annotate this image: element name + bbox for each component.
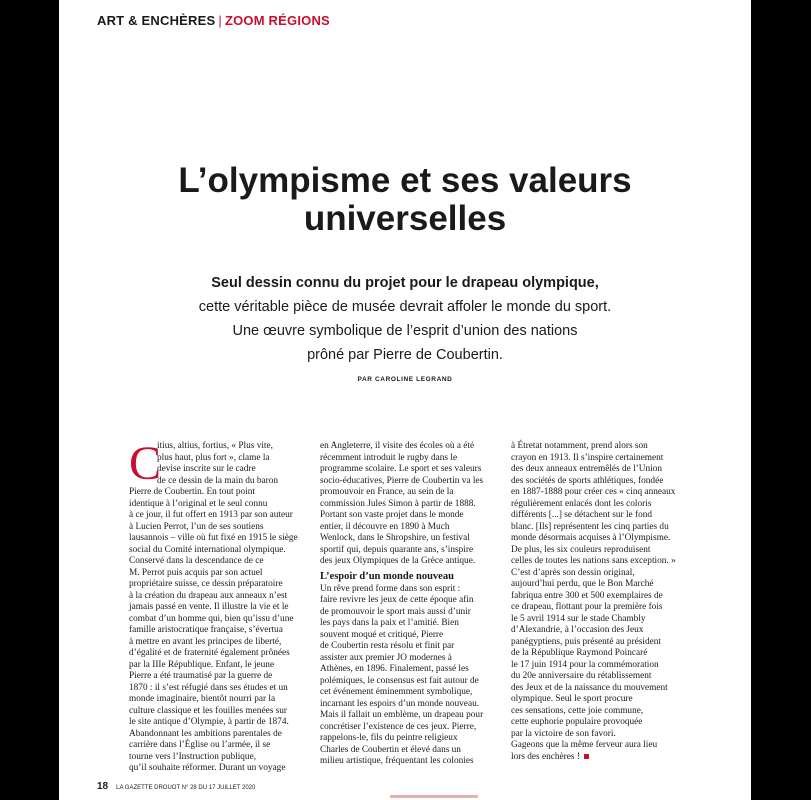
- column-2-text-b: [320, 584, 506, 768]
- text-line: des jeux Olympiques de la Grèce antique.: [320, 556, 476, 566]
- text-line: en 1887-1888 pour créer ces « cinq anneaux: [511, 487, 676, 497]
- text-line: Pierre de Coubertin. En tout point: [129, 487, 256, 497]
- text-line: Un rêve prend forme dans son esprit :: [320, 583, 461, 594]
- text-line: le site antique d’Olympie, à partir de 1874.: [129, 717, 289, 727]
- text-line: carrière dans l’Église ou l’armée, il se: [129, 740, 271, 750]
- text-line: de ce dessin de la main du baron: [157, 475, 279, 486]
- text-line: à ce jour, il fut offert en 1913 par son auteur: [129, 510, 293, 520]
- text-line: en Angleterre, il visite des écoles où a été: [320, 441, 475, 451]
- section-separator: |: [218, 13, 222, 28]
- text-line: olympique. Seul le sport procure: [511, 694, 633, 704]
- text-line: rappelons-le, fils du peintre religieux: [320, 733, 458, 743]
- text-line: 1870 : il s’est réfugié dans ses études et un: [129, 682, 288, 693]
- text-line: Pierre a été traumatisé par la guerre de: [129, 671, 273, 681]
- text-line: de Coubertin resta résolu et finit par: [320, 641, 455, 651]
- text-line: assister aux premier JO modernes à: [320, 652, 452, 663]
- bottom-edge-mark: [390, 795, 478, 798]
- text-line: sportif qui, depuis quarante ans, s’inspire: [320, 544, 474, 555]
- text-line: lors des enchères !: [511, 752, 697, 764]
- text-line: Charles de Coubertin et élevé dans un: [320, 744, 461, 755]
- text-line: du 20e anniversaire du rétablissement: [511, 671, 652, 681]
- text-line: aujourd’hui perdu, que le Bon Marché: [511, 579, 654, 589]
- text-line: socio-éducatives, Pierre de Coubertin va les: [320, 475, 484, 486]
- text-line: à Lucien Perrot, l’un de ses soutiens: [129, 521, 264, 532]
- text-line: à mettre en avant les principes de liberté,: [129, 636, 282, 647]
- column-2-text-a: [320, 441, 506, 568]
- body-column-1: [129, 437, 315, 775]
- text-line: Portant son vaste projet dans le monde: [320, 510, 464, 520]
- text-line: combat d’un homme qui, bien qu’issu d’une: [129, 613, 294, 624]
- text-line: des deux anneaux entremêlés de l’Union: [511, 464, 663, 474]
- text-line: souvent moqué et critiqué, Pierre: [320, 629, 444, 640]
- text-line: d’Alexandrie, à l’occasion des Jeux: [511, 625, 644, 635]
- text-line: ces sensations, cette joie commune,: [511, 705, 644, 716]
- text-line: différents [...] se détachent sur le fond: [511, 510, 653, 520]
- text-line: devise inscrite sur le cadre: [157, 464, 256, 474]
- text-line: lausannois – ville où fut fixé en 1915 le siège: [129, 533, 298, 543]
- body-column-3: [511, 441, 697, 763]
- text-line: par la victoire de son favori.: [511, 728, 616, 739]
- lead-line-3: Une œuvre symbolique de l’esprit d’union des nations: [232, 323, 578, 339]
- text-line: monde imaginaire, bientôt nourri par la: [129, 694, 276, 704]
- text-line: M. Perrot puis acquis par son actuel: [129, 567, 263, 578]
- lead-line-4: prôné par Pierre de Coubertin.: [307, 347, 503, 363]
- text-line: des sociétés de sports athlétiques, fondée: [511, 475, 664, 486]
- text-line: qu’il souhaite réformer. Durant un voyage: [129, 763, 286, 773]
- text-line: régulièrement enlacés dont les coloris: [511, 498, 652, 509]
- text-line: Mais il fallait un emblème, un drapeau pour: [320, 710, 484, 720]
- text-line: crayon en 1913. Il s’inspire certainement: [511, 452, 664, 463]
- text-line: d’égalité et de fraternité également prônées: [129, 648, 290, 658]
- text-line: blanc. [Ils] représentent les cinq parties du: [511, 521, 669, 532]
- text-line: incarnant les espoirs d’un monde nouveau.: [320, 698, 480, 709]
- text-line: panégyptiens, puis présenté au président: [511, 636, 661, 647]
- text-line: milieu artistique, fréquentant les colonies: [320, 756, 474, 766]
- text-line: celles de toutes les nations sans exception. »: [511, 556, 676, 566]
- byline: PAR CAROLINE LEGRAND: [357, 376, 453, 383]
- text-line: de promouvoir le sport mais aussi d’unir: [320, 606, 471, 617]
- text-line: Gageons que la même ferveur aura lieu: [511, 740, 658, 750]
- text-line: itius, altius, fortius, « Plus vite,: [157, 441, 273, 451]
- section-name: ART & ENCHÈRES: [97, 13, 216, 28]
- magazine-page: [59, 0, 751, 800]
- text-line: de la République Raymond Poincaré: [511, 648, 648, 658]
- text-line: ce drapeau, flottant pour la première fois: [511, 602, 663, 612]
- article-lead: [59, 271, 751, 367]
- page-number: 18: [97, 781, 109, 792]
- text-line: C’est d’après son dessin original,: [511, 567, 635, 578]
- text-line: promouvoir en France, au sein de la: [320, 487, 454, 497]
- drop-cap: C: [129, 437, 162, 490]
- text-line: identique à l’original et le seul connu: [129, 498, 268, 509]
- text-line: famille aristocratique française, s’évertua: [129, 625, 283, 635]
- text-line: à Étretat notamment, prend alors son: [511, 441, 648, 451]
- text-line: polémiques, le consensus est fait autour de: [320, 675, 479, 686]
- text-line: récemment introduit le rugby dans le: [320, 452, 458, 463]
- text-line: fabriqua entre 300 et 500 exemplaires de: [511, 590, 663, 601]
- title-line-1: L’olympisme et ses valeurs: [178, 161, 632, 200]
- text-line: De plus, les six couleurs reproduisent: [511, 544, 651, 555]
- text-line: programme scolaire. Le sport et ses valeurs: [320, 464, 482, 474]
- text-line: Wenlock, dans le Shropshire, un festival: [320, 533, 470, 543]
- lead-line-1: Seul dessin connu du projet pour le drapeau olympique,: [211, 275, 599, 291]
- text-line: monde désormais acquises à l’Olympisme.: [511, 533, 671, 543]
- end-of-article-mark: [584, 754, 589, 759]
- lead-line-2: cette véritable pièce de musée devrait affoler le monde du sport.: [198, 299, 612, 315]
- text-line: Athènes, en 1896. Finalement, passé les: [320, 664, 469, 674]
- text-line: concrétiser l’existence de ces jeux. Pierre,: [320, 721, 477, 732]
- title-line-2: universelles: [303, 199, 507, 238]
- text-line: social du Comité international olympique.: [129, 544, 286, 555]
- text-line: cette euphorie populaire provoquée: [511, 717, 643, 727]
- text-line: des Jeux et de la naissance du mouvement: [511, 682, 668, 693]
- section-header: [97, 13, 330, 28]
- text-line: le 17 juin 1914 pour la commémoration: [511, 659, 659, 670]
- text-line: à la création du drapeau aux anneaux n’est: [129, 590, 288, 601]
- text-line: cet événement éminemment symbolique,: [320, 687, 473, 697]
- page-footer: [97, 781, 255, 792]
- text-line: plus haut, plus fort », clame la: [157, 452, 270, 463]
- publication-info: LA GAZETTE DROUOT N° 28 DU 17 JUILLET 2020: [116, 785, 256, 791]
- text-line: Conservé dans la descendance de ce: [129, 556, 264, 566]
- article-subhead: L’espoir d’un monde nouveau: [320, 570, 454, 582]
- text-line: commission Jules Simon à partir de 1888.: [320, 498, 476, 509]
- text-line: tourne vers l’Instruction publique,: [129, 751, 257, 762]
- text-line: entier, il découvre en 1890 à Much: [320, 521, 450, 532]
- text-line: par la IIIe République. Enfant, le jeune: [129, 659, 275, 670]
- text-line: propriétaire suisse, ce dessin préparatoire: [129, 579, 283, 589]
- text-line: le 5 avril 1914 sur le stade Chambly: [511, 613, 646, 624]
- text-line: faire revivre les jeux de cette époque afin: [320, 595, 474, 605]
- body-column-2: [320, 441, 506, 768]
- text-line: Abandonnant les ambitions parentales de: [129, 728, 282, 739]
- text-line: les pays dans la paix et l’amitié. Bien: [320, 618, 459, 628]
- article-title: [59, 162, 751, 238]
- subsection-name: ZOOM RÉGIONS: [224, 13, 330, 28]
- text-line: jamais passé en vente. Il illustre la vie et le: [129, 602, 289, 612]
- text-line: culture classique et les fouilles menées sur: [129, 705, 287, 716]
